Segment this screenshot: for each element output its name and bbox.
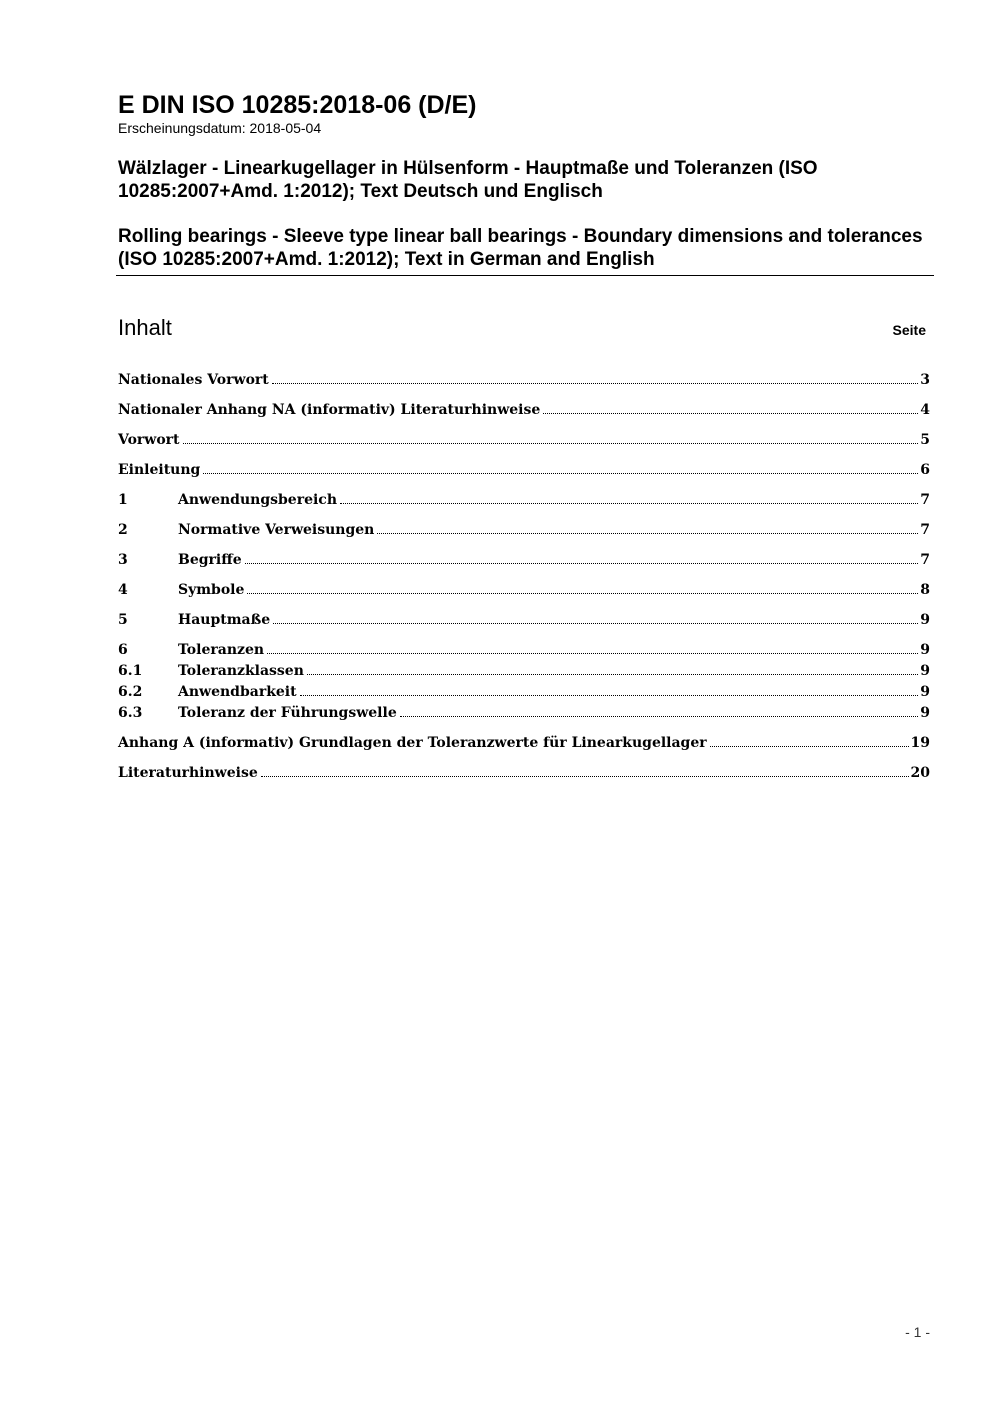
toc-entry-page: 9 <box>920 684 930 700</box>
toc-entry-title: Anwendungsbereich <box>178 492 337 508</box>
toc-entry-number: 6 <box>118 642 128 658</box>
toc-entry[interactable] <box>118 400 930 421</box>
toc-entry-number: 5 <box>118 612 128 628</box>
toc-entry[interactable] <box>118 703 930 724</box>
document-header <box>118 90 934 271</box>
toc-entry[interactable] <box>118 460 930 481</box>
toc-entry-title: Hauptmaße <box>178 612 271 628</box>
toc-leader-dots <box>272 383 919 384</box>
toc-entry-title: Vorwort <box>118 432 180 448</box>
toc-entry-title: Nationaler Anhang NA (informativ) Literaturhinweise <box>118 402 541 418</box>
toc-page-label: Seite <box>892 322 926 338</box>
toc-entry-number: 3 <box>118 552 128 568</box>
toc-entry[interactable] <box>118 661 930 682</box>
toc-entry[interactable] <box>118 370 930 391</box>
toc-leader-dots <box>710 746 909 747</box>
toc-entry[interactable] <box>118 640 930 661</box>
toc-heading: Inhalt <box>118 315 172 340</box>
toc-header <box>118 315 926 341</box>
toc-entry-number: 1 <box>118 492 128 508</box>
toc-entry[interactable] <box>118 682 930 703</box>
toc-entry-page: 19 <box>910 735 930 751</box>
toc-entry-page: 20 <box>910 765 930 781</box>
toc-entry-title: Normative Verweisungen <box>178 522 375 538</box>
toc-leader-dots <box>300 695 919 696</box>
toc-entry-number: 6.2 <box>118 684 143 700</box>
toc-entry-title: Toleranzklassen <box>178 663 304 679</box>
toc-entry-number: 6.3 <box>118 705 143 721</box>
title-english: Rolling bearings - Sleeve type linear ball bearings - Boundary dimensions and tolerances (ISO 10285:2007+Amd. 1:2012); Text in German and English <box>118 226 923 270</box>
toc-entry-title: Toleranz der Führungswelle <box>178 705 397 721</box>
toc-entry[interactable] <box>118 430 930 451</box>
publication-date: Erscheinungsdatum: 2018-05-04 <box>118 120 322 136</box>
toc-entry[interactable] <box>118 733 930 754</box>
toc-leader-dots <box>543 413 918 414</box>
toc-entry-page: 7 <box>920 552 930 568</box>
table-of-contents <box>118 370 930 784</box>
title-german: Wälzlager - Linearkugellager in Hülsenform - Hauptmaße und Toleranzen (ISO 10285:2007+Amd. 1:2012); Text Deutsch und Englisch <box>118 158 818 202</box>
header-divider <box>116 275 934 276</box>
toc-leader-dots <box>261 776 909 777</box>
toc-entry-page: 6 <box>920 462 930 478</box>
toc-entry-page: 9 <box>920 642 930 658</box>
toc-leader-dots <box>307 674 918 675</box>
toc-entry[interactable] <box>118 763 930 784</box>
toc-entry-title: Anwendbarkeit <box>178 684 297 700</box>
toc-leader-dots <box>247 593 918 594</box>
toc-entry-number: 6.1 <box>118 663 143 679</box>
toc-entry[interactable] <box>118 490 930 511</box>
toc-entry-number: 2 <box>118 522 128 538</box>
toc-entry-title: Literaturhinweise <box>118 765 258 781</box>
toc-leader-dots <box>340 503 918 504</box>
toc-entry-title: Anhang A (informativ) Grundlagen der Toleranzwerte für Linearkugellager <box>118 735 707 751</box>
toc-entry-page: 7 <box>920 522 930 538</box>
toc-entry-page: 7 <box>920 492 930 508</box>
toc-entry-title: Toleranzen <box>178 642 265 658</box>
toc-entry-page: 8 <box>920 582 930 598</box>
toc-leader-dots <box>245 563 919 564</box>
toc-entry[interactable] <box>118 520 930 541</box>
toc-entry-number: 4 <box>118 582 128 598</box>
toc-entry-page: 4 <box>920 402 930 418</box>
toc-entry-page: 3 <box>920 372 930 388</box>
toc-entry-title: Symbole <box>178 582 245 598</box>
toc-leader-dots <box>203 473 918 474</box>
toc-entry[interactable] <box>118 550 930 571</box>
page-number: - 1 - <box>905 1324 930 1340</box>
toc-leader-dots <box>273 623 918 624</box>
toc-entry-page: 9 <box>920 705 930 721</box>
toc-leader-dots <box>377 533 918 534</box>
toc-entry-title: Einleitung <box>118 462 201 478</box>
document-title: E DIN ISO 10285:2018-06 (D/E) <box>118 91 477 119</box>
toc-entry-page: 5 <box>920 432 930 448</box>
toc-entry-page: 9 <box>920 612 930 628</box>
toc-entry[interactable] <box>118 580 930 601</box>
toc-entry-page: 9 <box>920 663 930 679</box>
toc-entry-title: Begriffe <box>178 552 242 568</box>
toc-entry[interactable] <box>118 610 930 631</box>
toc-entry-title: Nationales Vorwort <box>118 372 269 388</box>
toc-leader-dots <box>183 443 919 444</box>
toc-leader-dots <box>267 653 918 654</box>
toc-leader-dots <box>400 716 919 717</box>
